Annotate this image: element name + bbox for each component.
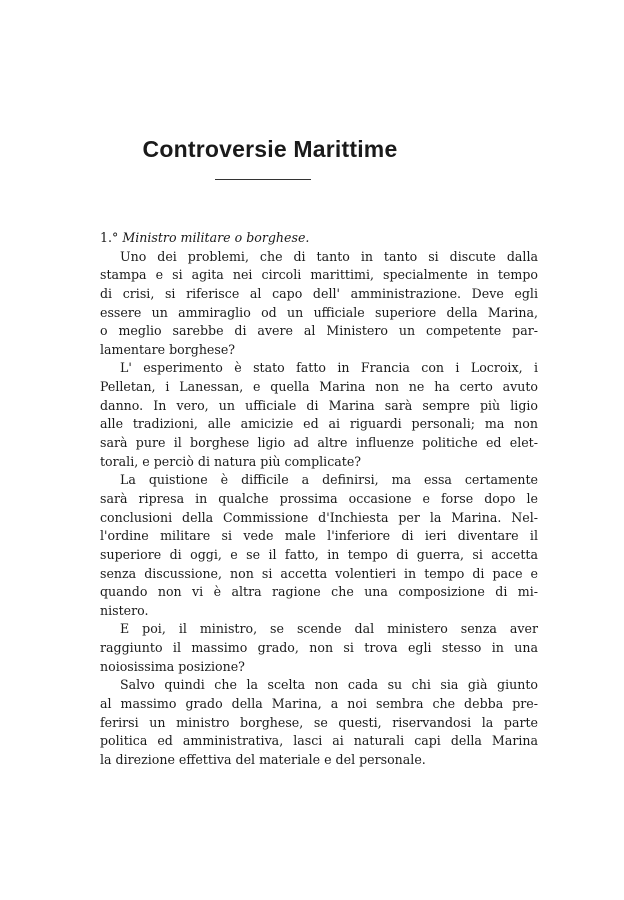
text-line: o meglio sarebbe di avere al Ministero un competente par- — [100, 323, 538, 339]
paragraph — [100, 359, 538, 471]
text-line: di crisi, si riferisce al capo dell' amministrazione. Deve egli — [100, 285, 538, 301]
text-line: conclusioni della Commissione d'Inchiesta per la Marina. Nel- — [100, 509, 538, 525]
text-line: Salvo quindi che la scelta non cada su chi sia già giunto — [120, 677, 538, 693]
text-line: superiore di oggi, e se il fatto, in tempo di guerra, si accetta — [100, 546, 538, 562]
text-line: danno. In vero, un ufficiale di Marina sarà sempre più ligio — [100, 397, 538, 413]
text-line: stampa e si agita nei circoli marittimi, specialmente in tempo — [100, 267, 538, 283]
text-line: raggiunto il massimo grado, non si trova egli stesso in una — [100, 640, 538, 656]
paragraphs — [100, 248, 538, 770]
text-line: essere un ammiraglio od un ufficiale superiore della Marina, — [100, 304, 538, 320]
text-line: sarà pure il borghese ligio ad altre influenze politiche ed elet- — [100, 435, 538, 451]
text-line: l'ordine militare si vede male l'inferiore di ieri diventare il — [100, 528, 538, 544]
paragraph — [100, 248, 538, 360]
text-line: noiosissima posizione? — [100, 658, 245, 674]
text-line: L' esperimento è stato fatto in Francia con i Locroix, i — [120, 360, 538, 376]
text-line: al massimo grado della Marina, a noi sembra che debba pre- — [100, 696, 538, 712]
text-line: politica ed amministrativa, lasci ai naturali capi della Marina — [100, 733, 538, 749]
body-text — [100, 229, 538, 770]
text-line: Pelletan, i Lanessan, e quella Marina non ne ha certo avuto — [100, 379, 538, 395]
title-divider — [215, 179, 311, 180]
section-heading — [100, 229, 538, 248]
text-line: La quistione è difficile a definirsi, ma essa certamente — [120, 472, 538, 488]
paragraph — [100, 620, 538, 676]
text-line: senza discussione, non si accetta volentieri in tempo di pace e — [100, 565, 538, 581]
page-title: Controversie Marittime — [142, 136, 398, 162]
text-line: Uno dei problemi, che di tanto in tanto si discute dalla — [120, 248, 538, 264]
text-line: quando non vi è altra ragione che una composizione di mi- — [100, 584, 538, 600]
text-line: sarà ripresa in qualche prossima occasione e forse dopo le — [100, 490, 538, 506]
text-line: torali, e perciò di natura più complicate? — [100, 453, 362, 469]
text-line: la direzione effettiva del materiale e del personale. — [100, 751, 426, 767]
text-line: ferirsi un ministro borghese, se questi, riservandosi la parte — [100, 714, 538, 730]
text-line: lamentare borghese? — [100, 341, 236, 357]
section-title: Ministro militare o borghese. — [122, 230, 310, 245]
section-number: 1.° — [100, 230, 119, 245]
text-line: alle tradizioni, alle amicizie ed ai riguardi personali; ma non — [100, 416, 538, 432]
text-line: nistero. — [100, 602, 149, 618]
text-line: E poi, il ministro, se scende dal ministero senza aver — [120, 621, 538, 637]
paragraph — [100, 471, 538, 620]
paragraph — [100, 676, 538, 769]
